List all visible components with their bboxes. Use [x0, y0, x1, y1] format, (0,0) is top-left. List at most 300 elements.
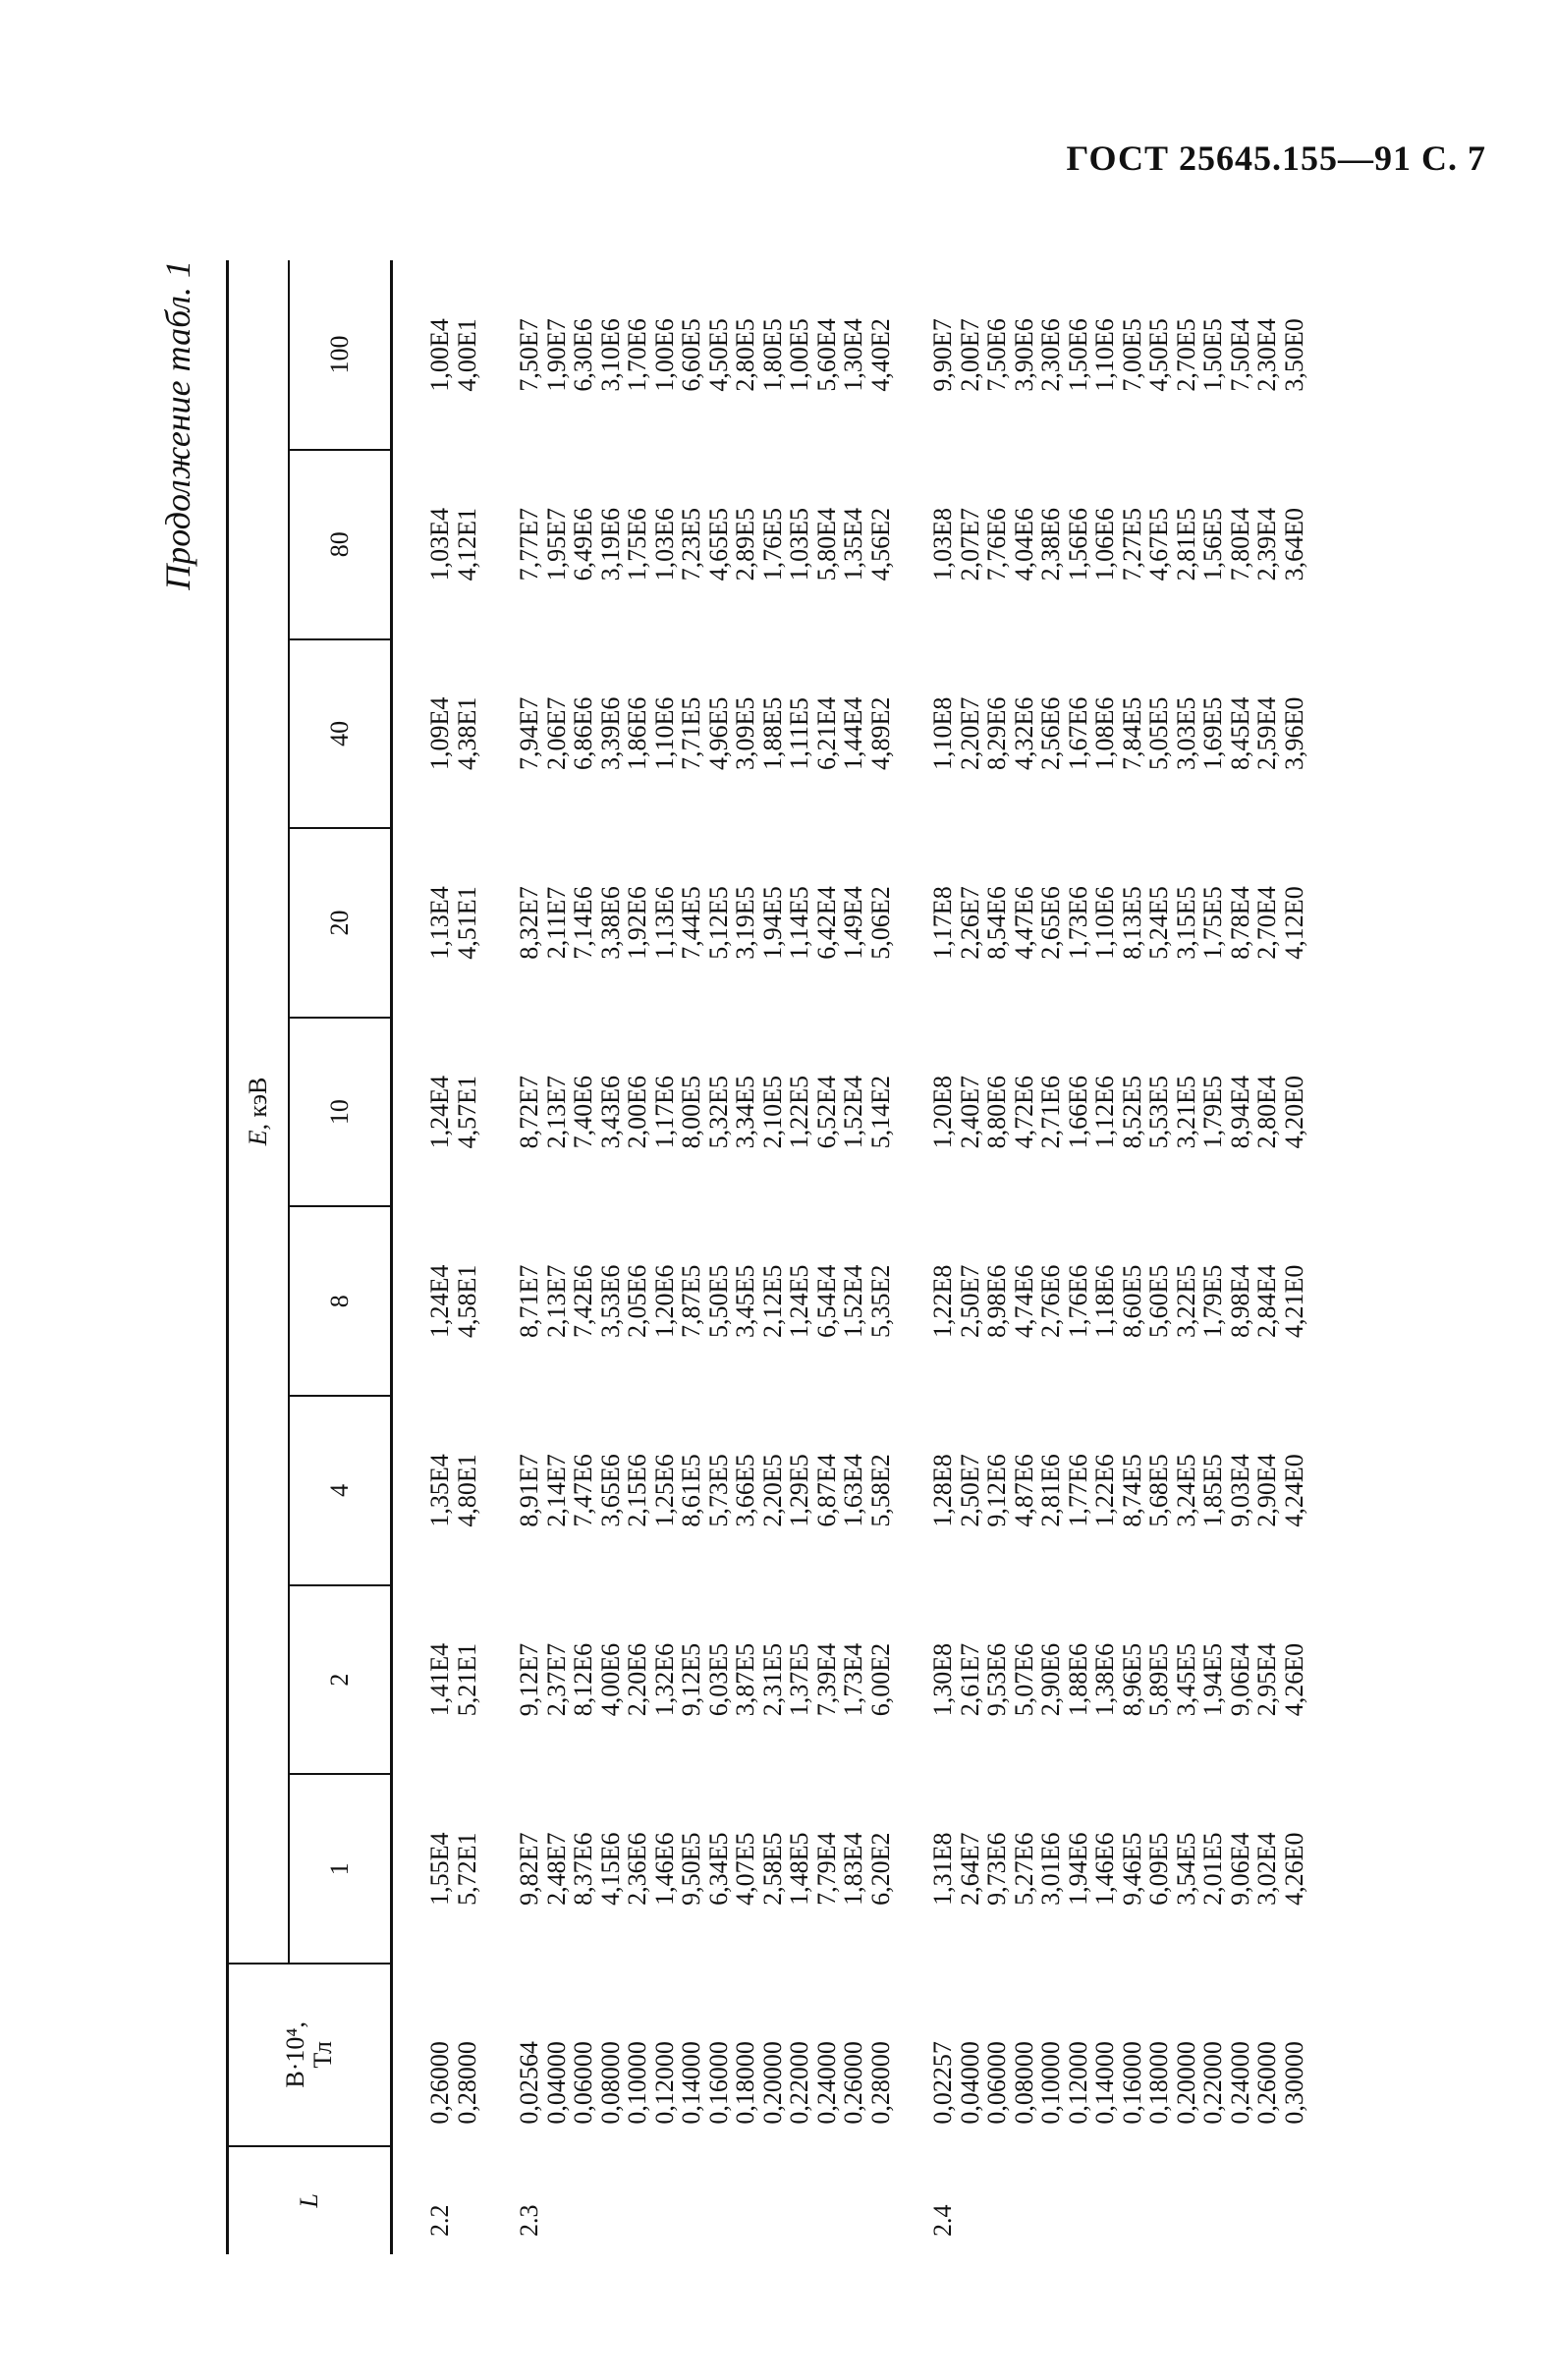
- flux-value: 2,48E7: [541, 1832, 571, 1906]
- flux-value: 2,89E5: [731, 508, 759, 581]
- B-value: 0,18000: [731, 2041, 759, 2125]
- flux-value: 1,38E6: [1090, 1642, 1119, 1717]
- flux-value: 1,12E6: [1090, 1075, 1119, 1149]
- flux-value: 4,87E6: [1009, 1454, 1038, 1527]
- flux-value: 4,26E0: [1279, 1642, 1308, 1717]
- flux-value: 8,54E6: [982, 886, 1011, 960]
- flux-value: 4,56E2: [865, 508, 895, 581]
- flux-value: 1,80E5: [757, 318, 787, 392]
- L-value: 2.3: [515, 2204, 543, 2237]
- flux-value: 2,50E7: [955, 1264, 984, 1338]
- flux-value: 4,47E6: [1009, 886, 1038, 960]
- flux-value: 4,50E5: [703, 318, 733, 392]
- flux-value: 2,80E5: [731, 318, 759, 392]
- flux-value: 1,31E8: [928, 1832, 957, 1906]
- flux-value: 2,31E5: [757, 1642, 787, 1717]
- flux-value: 4,57E1: [452, 1075, 481, 1149]
- flux-value: 1,28E8: [928, 1454, 957, 1527]
- flux-values-cell: [392, 1396, 495, 1585]
- flux-value: 8,98E6: [982, 1264, 1011, 1338]
- B-values-cell: [494, 1964, 908, 2146]
- flux-value: 9,82E7: [515, 1832, 543, 1906]
- flux-values-cell: [908, 1396, 1321, 1585]
- flux-value: 3,09E5: [731, 696, 759, 771]
- flux-value: 4,26E0: [1279, 1832, 1308, 1906]
- flux-value: 2,20E7: [955, 696, 984, 771]
- B-value: 0,28000: [452, 2041, 481, 2125]
- flux-value: 4,72E6: [1009, 1075, 1038, 1149]
- flux-value: 1,44E4: [839, 696, 867, 771]
- flux-value: 6,54E4: [811, 1264, 841, 1338]
- flux-value: 1,37E5: [785, 1642, 813, 1717]
- flux-value: 2,20E5: [757, 1454, 787, 1527]
- flux-value: 2,13E7: [541, 1075, 571, 1149]
- column-header-B: [228, 1964, 392, 2146]
- flux-value: 1,20E8: [928, 1075, 957, 1149]
- flux-value: 2,81E5: [1171, 508, 1200, 581]
- B-value: 0,20000: [1171, 2041, 1200, 2125]
- flux-value: 1,22E8: [928, 1264, 957, 1338]
- flux-value: 3,01E6: [1036, 1832, 1065, 1906]
- flux-value: 1,95E7: [541, 508, 571, 581]
- flux-value: 1,18E6: [1090, 1264, 1119, 1338]
- B-value: 0,14000: [1090, 2041, 1119, 2125]
- energy-column-header: 100: [289, 260, 392, 450]
- flux-value: 1,24E5: [785, 1264, 813, 1338]
- B-value: 0,24000: [811, 2041, 841, 2125]
- flux-value: 3,03E5: [1171, 696, 1200, 771]
- flux-value: 6,00E2: [865, 1642, 895, 1717]
- flux-value: 7,50E4: [1225, 318, 1254, 392]
- flux-value: 5,58E2: [865, 1454, 895, 1527]
- flux-value: 6,09E5: [1144, 1832, 1173, 1906]
- flux-value: 4,00E6: [595, 1642, 625, 1717]
- flux-value: 8,96E5: [1117, 1642, 1146, 1717]
- flux-value: 2,38E6: [1036, 508, 1065, 581]
- flux-value: 1,56E6: [1063, 508, 1092, 581]
- flux-values-cell: [908, 828, 1321, 1018]
- flux-value: 2,81E6: [1036, 1454, 1065, 1527]
- flux-value: 9,12E6: [982, 1454, 1011, 1527]
- flux-value: 1,22E5: [785, 1075, 813, 1149]
- flux-value: 5,60E5: [1144, 1264, 1173, 1338]
- flux-value: 3,50E0: [1279, 318, 1308, 392]
- flux-value: 1,76E6: [1063, 1264, 1092, 1338]
- flux-value: 1,50E5: [1198, 318, 1227, 392]
- flux-value: 3,38E6: [595, 886, 625, 960]
- flux-value: 2,12E5: [757, 1264, 787, 1338]
- flux-value: 3,19E5: [731, 886, 759, 960]
- flux-value: 5,06E2: [865, 886, 895, 960]
- flux-value: 1,17E6: [649, 1075, 679, 1149]
- flux-value: 2,95E4: [1252, 1642, 1281, 1717]
- flux-values-cell: [908, 1018, 1321, 1207]
- flux-value: 7,79E4: [811, 1832, 841, 1906]
- flux-value: 7,39E4: [811, 1642, 841, 1717]
- flux-value: 3,02E4: [1252, 1832, 1281, 1906]
- flux-value: 5,50E5: [703, 1264, 733, 1338]
- flux-value: 9,12E5: [677, 1642, 705, 1717]
- flux-value: 1,14E5: [785, 886, 813, 960]
- column-header-B-label: B·10⁴,: [281, 2021, 309, 2088]
- flux-value: 2,61E7: [955, 1642, 984, 1717]
- flux-value: 2,11E7: [541, 886, 571, 960]
- flux-value: 2,05E6: [623, 1264, 651, 1338]
- energy-column-header: 1: [289, 1774, 392, 1964]
- flux-value: 2,20E6: [623, 1642, 651, 1717]
- flux-value: 2,13E7: [541, 1264, 571, 1338]
- flux-values-cell: [494, 1774, 908, 1964]
- rotated-table-block: [157, 260, 1473, 2254]
- flux-value: 2,10E5: [757, 1075, 787, 1149]
- table-caption: Продолжение табл. 1: [158, 260, 197, 590]
- B-value: 0,12000: [1063, 2041, 1092, 2125]
- flux-value: 2,14E7: [541, 1454, 571, 1527]
- flux-value: 1,41E4: [425, 1642, 454, 1717]
- flux-value: 5,53E5: [1144, 1075, 1173, 1149]
- energy-column-header: 10: [289, 1018, 392, 1207]
- flux-value: 2,36E6: [623, 1832, 651, 1906]
- B-value: 0,26000: [839, 2041, 867, 2125]
- flux-value: 1,03E4: [425, 508, 454, 581]
- flux-value: 2,58E5: [757, 1832, 787, 1906]
- flux-value: 6,86E6: [569, 696, 597, 771]
- flux-value: 9,46E5: [1117, 1832, 1146, 1906]
- flux-value: 1,83E4: [839, 1832, 867, 1906]
- flux-value: 1,09E4: [425, 696, 454, 771]
- flux-value: 4,21E0: [1279, 1264, 1308, 1338]
- flux-value: 1,00E4: [425, 318, 454, 392]
- flux-value: 6,42E4: [811, 886, 841, 960]
- flux-value: 3,96E0: [1279, 696, 1308, 771]
- flux-value: 7,44E5: [677, 886, 705, 960]
- flux-value: 1,24E4: [425, 1075, 454, 1149]
- flux-value: 7,14E6: [569, 886, 597, 960]
- flux-value: 8,72E7: [515, 1075, 543, 1149]
- flux-value: 2,84E4: [1252, 1264, 1281, 1338]
- flux-value: 1,79E5: [1198, 1264, 1227, 1338]
- table-row-group: [392, 260, 495, 2254]
- flux-value: 2,70E5: [1171, 318, 1200, 392]
- flux-value: 1,88E6: [1063, 1642, 1092, 1717]
- flux-value: 1,50E6: [1063, 318, 1092, 392]
- flux-value: 1,22E6: [1090, 1454, 1119, 1527]
- flux-value: 4,12E1: [452, 508, 481, 581]
- flux-value: 4,12E0: [1279, 886, 1308, 960]
- flux-value: 5,89E5: [1144, 1642, 1173, 1717]
- flux-value: 6,52E4: [811, 1075, 841, 1149]
- flux-value: 1,94E6: [1063, 1832, 1092, 1906]
- flux-value: 1,25E6: [649, 1454, 679, 1527]
- flux-value: 1,30E4: [839, 318, 867, 392]
- flux-value: 2,07E7: [955, 508, 984, 581]
- flux-value: 5,05E5: [1144, 696, 1173, 771]
- flux-value: 9,12E7: [515, 1642, 543, 1717]
- flux-value: 1,11E5: [785, 697, 813, 770]
- flux-values-cell: [392, 450, 495, 639]
- flux-value: 1,52E4: [839, 1264, 867, 1338]
- flux-value: 7,27E5: [1117, 508, 1146, 581]
- energy-column-header: 20: [289, 828, 392, 1018]
- flux-value: 3,54E5: [1171, 1832, 1200, 1906]
- flux-value: 7,50E6: [982, 318, 1011, 392]
- flux-value: 1,10E8: [928, 696, 957, 771]
- table-row-group: [908, 260, 1321, 2254]
- flux-value: 5,68E5: [1144, 1454, 1173, 1527]
- flux-value: 3,34E5: [731, 1075, 759, 1149]
- flux-value: 3,15E5: [1171, 886, 1200, 960]
- flux-value: 7,71E5: [677, 696, 705, 771]
- B-value: 0,30000: [1279, 2041, 1308, 2125]
- flux-value: 1,03E8: [928, 508, 957, 581]
- flux-value: 1,03E5: [785, 508, 813, 581]
- flux-values-cell: [494, 639, 908, 829]
- flux-value: 2,39E4: [1252, 508, 1281, 581]
- flux-value: 5,07E6: [1009, 1642, 1038, 1717]
- flux-value: 4,40E2: [865, 318, 895, 392]
- flux-value: 4,00E1: [452, 318, 481, 392]
- flux-value: 4,51E1: [452, 886, 481, 960]
- flux-value: 3,19E6: [595, 508, 625, 581]
- flux-value: 6,49E6: [569, 508, 597, 581]
- flux-value: 2,56E6: [1036, 696, 1065, 771]
- flux-value: 9,53E6: [982, 1642, 1011, 1717]
- L-value: 2.2: [425, 2204, 454, 2237]
- B-value: 0,04000: [541, 2041, 571, 2125]
- flux-value: 5,35E2: [865, 1264, 895, 1338]
- flux-value: 6,87E4: [811, 1454, 841, 1527]
- flux-value: 3,53E6: [595, 1264, 625, 1338]
- flux-value: 1,35E4: [425, 1454, 454, 1527]
- flux-value: 2,37E7: [541, 1642, 571, 1717]
- B-value: 0,12000: [649, 2041, 679, 2125]
- flux-value: 9,03E4: [1225, 1454, 1254, 1527]
- flux-value: 3,24E5: [1171, 1454, 1200, 1527]
- flux-value: 7,00E5: [1117, 318, 1146, 392]
- flux-value: 1,73E6: [1063, 886, 1092, 960]
- flux-value: 7,80E4: [1225, 508, 1254, 581]
- flux-value: 8,91E7: [515, 1454, 543, 1527]
- flux-value: 9,73E6: [982, 1832, 1011, 1906]
- data-table: [226, 260, 1321, 2254]
- flux-value: 5,72E1: [452, 1832, 481, 1906]
- column-header-B-unit: Тл: [308, 2041, 337, 2069]
- flux-value: 1,00E6: [649, 318, 679, 392]
- B-values-cell: [392, 1964, 495, 2146]
- B-value: 0,14000: [677, 2041, 705, 2125]
- flux-value: 4,32E6: [1009, 696, 1038, 771]
- page-header: ГОСТ 25645.155—91 С. 7: [1066, 138, 1486, 178]
- flux-values-cell: [494, 1585, 908, 1775]
- flux-value: 1,10E6: [1090, 886, 1119, 960]
- energy-column-header: 40: [289, 639, 392, 829]
- flux-value: 5,32E5: [703, 1075, 733, 1149]
- B-value: 0,28000: [865, 2041, 895, 2125]
- B-value: 0,02564: [515, 2041, 543, 2125]
- flux-value: 9,06E4: [1225, 1832, 1254, 1906]
- flux-value: 1,92E6: [623, 886, 651, 960]
- flux-value: 3,43E6: [595, 1075, 625, 1149]
- flux-value: 1,86E6: [623, 696, 651, 771]
- flux-value: 1,24E4: [425, 1264, 454, 1338]
- flux-value: 1,49E4: [839, 886, 867, 960]
- flux-value: 2,80E4: [1252, 1075, 1281, 1149]
- energy-header: [228, 260, 290, 1964]
- flux-value: 8,98E4: [1225, 1264, 1254, 1338]
- flux-value: 6,34E5: [703, 1832, 733, 1906]
- flux-value: 6,20E2: [865, 1832, 895, 1906]
- B-value: 0,06000: [569, 2041, 597, 2125]
- flux-value: 2,30E4: [1252, 318, 1281, 392]
- flux-value: 8,60E5: [1117, 1264, 1146, 1338]
- flux-value: 7,84E5: [1117, 696, 1146, 771]
- B-value: 0,08000: [1009, 2041, 1038, 2125]
- flux-value: 5,60E4: [811, 318, 841, 392]
- flux-value: 3,64E0: [1279, 508, 1308, 581]
- B-value: 0,22000: [785, 2041, 813, 2125]
- flux-values-cell: [908, 639, 1321, 829]
- flux-value: 1,10E6: [649, 696, 679, 771]
- flux-value: 2,64E7: [955, 1832, 984, 1906]
- flux-value: 1,52E4: [839, 1075, 867, 1149]
- flux-value: 8,45E4: [1225, 696, 1254, 771]
- flux-value: 4,74E6: [1009, 1264, 1038, 1338]
- flux-value: 1,03E6: [649, 508, 679, 581]
- flux-values-cell: [908, 1774, 1321, 1964]
- flux-value: 7,42E6: [569, 1264, 597, 1338]
- flux-value: 5,24E5: [1144, 886, 1173, 960]
- flux-value: 4,50E5: [1144, 318, 1173, 392]
- flux-values-cell: [392, 1585, 495, 1775]
- table-row-group: [494, 260, 908, 2254]
- column-header-L: L: [228, 2146, 392, 2254]
- flux-value: 1,17E8: [928, 886, 957, 960]
- flux-value: 1,35E4: [839, 508, 867, 581]
- flux-value: 1,46E6: [1090, 1832, 1119, 1906]
- flux-value: 5,80E4: [811, 508, 841, 581]
- flux-value: 5,12E5: [703, 886, 733, 960]
- flux-value: 4,38E1: [452, 696, 481, 771]
- flux-value: 8,74E5: [1117, 1454, 1146, 1527]
- flux-value: 1,79E5: [1198, 1075, 1227, 1149]
- flux-value: 6,21E4: [811, 696, 841, 771]
- energy-column-header: 8: [289, 1206, 392, 1396]
- flux-value: 1,20E6: [649, 1264, 679, 1338]
- flux-values-cell: [392, 260, 495, 450]
- flux-value: 3,39E6: [595, 696, 625, 771]
- flux-value: 7,50E7: [515, 318, 543, 392]
- flux-value: 8,78E4: [1225, 886, 1254, 960]
- flux-value: 6,30E6: [569, 318, 597, 392]
- flux-value: 4,80E1: [452, 1454, 481, 1527]
- flux-value: 2,15E6: [623, 1454, 651, 1527]
- B-value: 0,06000: [982, 2041, 1011, 2125]
- flux-value: 4,65E5: [703, 508, 733, 581]
- flux-values-cell: [908, 260, 1321, 450]
- flux-value: 1,75E6: [623, 508, 651, 581]
- flux-value: 3,21E5: [1171, 1075, 1200, 1149]
- L-value: 2.4: [928, 2204, 957, 2237]
- flux-values-cell: [908, 1206, 1321, 1396]
- flux-value: 1,69E5: [1198, 696, 1227, 771]
- flux-value: 1,13E4: [425, 886, 454, 960]
- flux-value: 1,32E6: [649, 1642, 679, 1717]
- flux-value: 3,90E6: [1009, 318, 1038, 392]
- flux-value: 1,67E6: [1063, 696, 1092, 771]
- flux-value: 4,24E0: [1279, 1454, 1308, 1527]
- flux-value: 3,45E5: [1171, 1642, 1200, 1717]
- flux-value: 7,76E6: [982, 508, 1011, 581]
- flux-value: 7,87E5: [677, 1264, 705, 1338]
- flux-value: 6,60E5: [677, 318, 705, 392]
- flux-value: 2,59E4: [1252, 696, 1281, 771]
- flux-value: 3,22E5: [1171, 1264, 1200, 1338]
- B-value: 0,02257: [928, 2041, 957, 2125]
- flux-value: 1,94E5: [757, 886, 787, 960]
- flux-value: 2,00E7: [955, 318, 984, 392]
- flux-value: 1,10E6: [1090, 318, 1119, 392]
- flux-value: 3,87E5: [731, 1642, 759, 1717]
- flux-values-cell: [494, 1018, 908, 1207]
- flux-value: 2,90E6: [1036, 1642, 1065, 1717]
- flux-value: 4,04E6: [1009, 508, 1038, 581]
- B-value: 0,26000: [1252, 2041, 1281, 2125]
- flux-values-cell: [392, 1206, 495, 1396]
- B-value: 0,18000: [1144, 2041, 1173, 2125]
- flux-values-cell: [494, 1206, 908, 1396]
- flux-value: 1,08E6: [1090, 696, 1119, 771]
- flux-value: 1,00E5: [785, 318, 813, 392]
- energy-column-header: 4: [289, 1396, 392, 1585]
- flux-value: 1,63E4: [839, 1454, 867, 1527]
- flux-value: 2,70E4: [1252, 886, 1281, 960]
- flux-value: 7,94E7: [515, 696, 543, 771]
- flux-value: 3,10E6: [595, 318, 625, 392]
- flux-values-cell: [494, 450, 908, 639]
- B-value: 0,04000: [955, 2041, 984, 2125]
- flux-value: 8,29E6: [982, 696, 1011, 771]
- flux-values-cell: [392, 1018, 495, 1207]
- flux-values-cell: [392, 1774, 495, 1964]
- flux-value: 1,13E6: [649, 886, 679, 960]
- flux-value: 1,73E4: [839, 1642, 867, 1717]
- flux-value: 2,00E6: [623, 1075, 651, 1149]
- flux-value: 1,46E6: [649, 1832, 679, 1906]
- flux-value: 4,67E5: [1144, 508, 1173, 581]
- flux-values-cell: [908, 450, 1321, 639]
- flux-value: 1,66E6: [1063, 1075, 1092, 1149]
- flux-value: 4,07E5: [731, 1832, 759, 1906]
- flux-value: 7,23E5: [677, 508, 705, 581]
- flux-values-cell: [494, 260, 908, 450]
- energy-column-header: 80: [289, 450, 392, 639]
- energy-header-symbol: E,: [244, 1123, 272, 1146]
- flux-value: 1,55E4: [425, 1832, 454, 1906]
- flux-value: 8,94E4: [1225, 1075, 1254, 1149]
- flux-value: 8,71E7: [515, 1264, 543, 1338]
- flux-value: 8,12E6: [569, 1642, 597, 1717]
- B-value: 0,10000: [1036, 2041, 1065, 2125]
- flux-value: 4,89E2: [865, 696, 895, 771]
- flux-value: 1,94E5: [1198, 1642, 1227, 1717]
- flux-value: 2,06E7: [541, 696, 571, 771]
- flux-value: 7,47E6: [569, 1454, 597, 1527]
- flux-value: 9,50E5: [677, 1832, 705, 1906]
- flux-value: 1,75E5: [1198, 886, 1227, 960]
- flux-values-cell: [908, 1585, 1321, 1775]
- B-value: 0,08000: [595, 2041, 625, 2125]
- flux-value: 5,21E1: [452, 1642, 481, 1717]
